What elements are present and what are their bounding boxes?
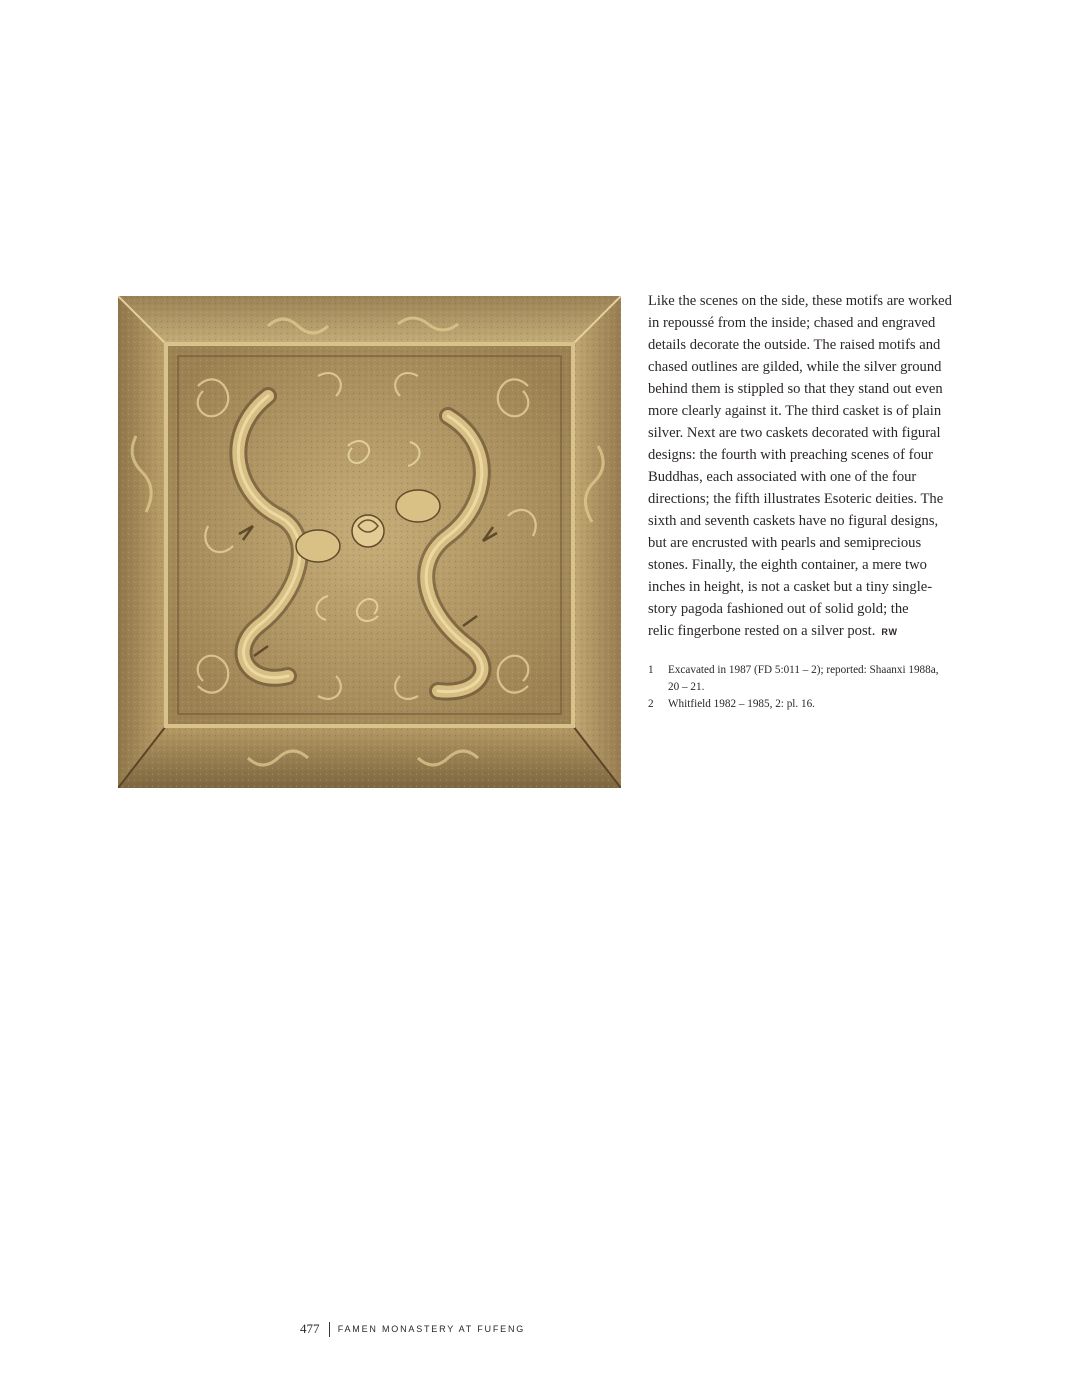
footnote-number: 2	[648, 698, 654, 710]
page-number: 477	[300, 1321, 320, 1336]
body-line: sixth and seventh caskets have no figural designs,	[648, 513, 939, 529]
body-line: inches in height, is not a casket but a tiny single-	[648, 579, 933, 595]
footnotes	[648, 662, 978, 713]
footer-separator	[329, 1322, 330, 1337]
dragon-relief-image	[118, 296, 621, 788]
scan-speck: ·	[860, 1328, 862, 1334]
body-line: more clearly against it. The third casket is of plain	[648, 403, 942, 419]
body-line: details decorate the outside. The raised motifs and	[648, 337, 941, 353]
footnote	[648, 696, 978, 713]
body-line: in repoussé from the inside; chased and engraved	[648, 315, 936, 331]
body-line: Buddhas, each associated with one of the four	[648, 469, 917, 485]
body-line: but are encrusted with pearls and semiprecious	[648, 535, 922, 551]
footnote	[648, 662, 978, 696]
body-line-last	[648, 620, 978, 643]
body-line: directions; the fifth illustrates Esoteric deities. The	[648, 491, 944, 507]
body-line: silver. Next are two caskets decorated with figural	[648, 425, 941, 441]
casket-lid-photo	[118, 296, 621, 788]
body-line-text: relic fingerbone rested on a silver post.	[648, 623, 876, 639]
body-line: chased outlines are gilded, while the silver ground	[648, 359, 942, 375]
body-line: story pagoda fashioned out of solid gold; the	[648, 601, 909, 617]
footnote-line: 20 – 21.	[668, 681, 705, 693]
body-line: Like the scenes on the side, these motifs are worked	[648, 293, 952, 309]
footnote-line: Whitfield 1982 – 1985, 2: pl. 16.	[668, 698, 815, 710]
body-line: designs: the fourth with preaching scenes of four	[648, 447, 933, 463]
body-line: stones. Finally, the eighth container, a mere two	[648, 557, 927, 573]
page-footer	[300, 1319, 525, 1339]
footnote-line: Excavated in 1987 (FD 5:011 – 2); reported: Shaanxi 1988a,	[668, 664, 939, 676]
running-title: FAMEN MONASTERY AT FUFENG	[337, 1324, 526, 1334]
body-line: behind them is stippled so that they stand out even	[648, 381, 943, 397]
author-initials: RW	[881, 627, 898, 637]
body-paragraph	[648, 290, 978, 643]
footnote-number: 1	[648, 664, 654, 676]
